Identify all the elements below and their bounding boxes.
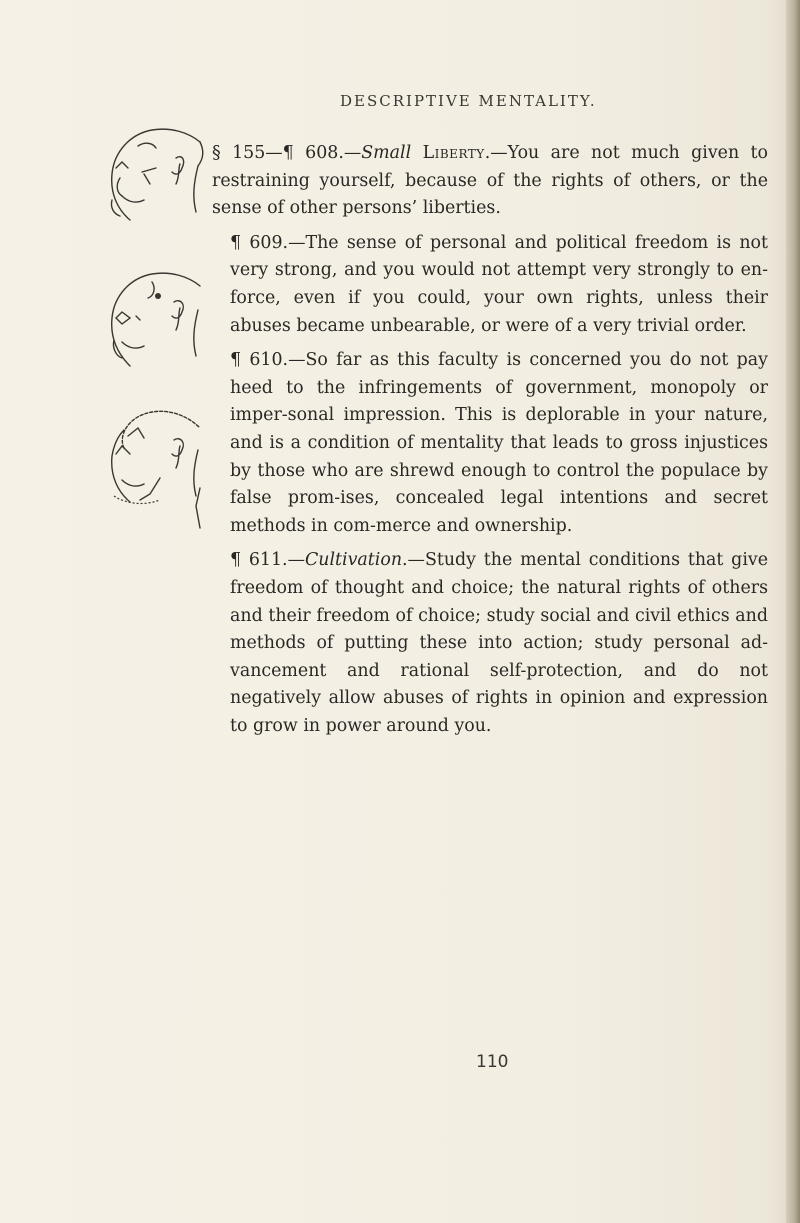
- section-number: § 155—¶ 608.—: [212, 143, 362, 163]
- paragraph-number: ¶ 611.—: [230, 550, 305, 571]
- paragraph-body: .—Study the mental conditions that give freedom of thought and choice; the natural rights of others and their freedom of choice; study social and civil ethics and methods of putting these into action; study personal ad-vancement and rational self-protection, and do not negatively allow abuses of rights in opinion and expression to grow in power around you.: [230, 550, 768, 736]
- paragraph-611: [212, 547, 768, 740]
- section-title: Cultivation: [304, 550, 403, 571]
- phrenology-head-small-icon: [100, 112, 210, 232]
- body-text: [212, 140, 768, 747]
- paragraph-609: [212, 230, 768, 340]
- section-title: Small: [361, 143, 412, 163]
- running-head: DESCRIPTIVE MENTALITY.: [340, 92, 597, 110]
- phrenology-head-cultivation-icon: [100, 396, 210, 546]
- paragraph-610: [212, 347, 768, 540]
- paragraph-body: .—You are not much given to restraining yourself, because of the rights of others, or the sense of other persons’ liberties.: [212, 143, 768, 219]
- paragraph-number: ¶ 609.: [230, 232, 289, 253]
- page-number: 110: [476, 1052, 509, 1072]
- paragraph-body: —The sense of personal and political freedom is not very strong, and you would not attempt very strongly to en-force, even if you could, your own rights, unless their abuses became unbearable, or were of a very trivial order.: [230, 232, 768, 336]
- paragraph-608: [212, 140, 768, 223]
- phrenology-head-medium-icon: [100, 254, 210, 374]
- paragraph-number: ¶ 610.: [230, 350, 289, 371]
- section-title-caps: Liberty: [422, 143, 485, 163]
- paragraph-body: —So far as this faculty is concerned you do not pay heed to the infringements of government, monopoly or imper-sonal impression. This is deplorable in your nature, and is a condition of mentality that leads to gross injustices by those who are shrewd enough to control the populace by false prom-ises, concealed legal intentions and secret methods in com-merce and ownership.: [230, 350, 768, 536]
- page-edge-shadow: [786, 0, 800, 1223]
